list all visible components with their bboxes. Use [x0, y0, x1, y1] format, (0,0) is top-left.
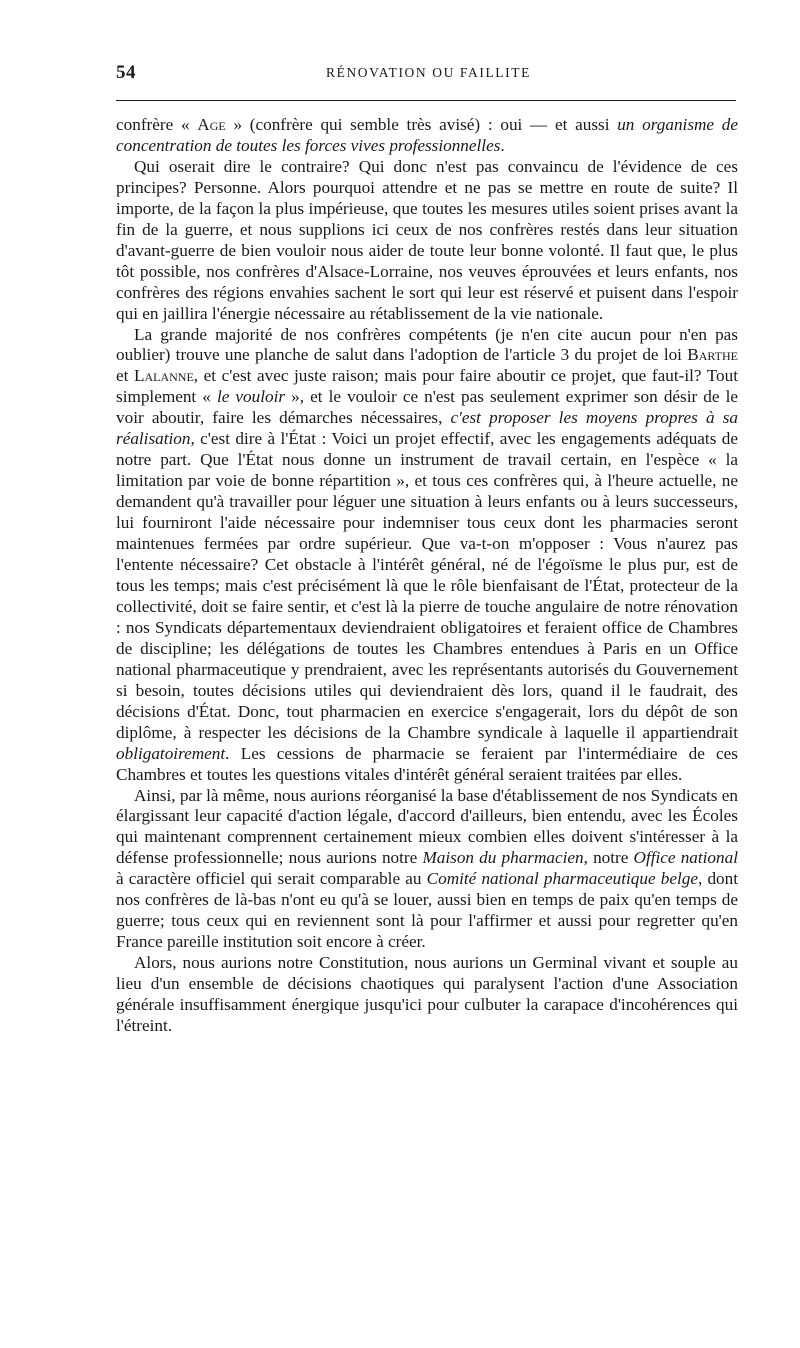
italic-text: un organisme de concentration de toutes les forces vives professionnelles: [116, 115, 738, 155]
text-run: confrère «: [116, 115, 198, 134]
paragraph: [116, 786, 738, 954]
italic-text: Maison du pharmacien: [422, 848, 584, 868]
text-run: », et le vouloir ce n'est pas seulement exprimer son désir de le voir aboutir, faire les démarches nécessaires,: [116, 387, 739, 428]
italic-text: c'est proposer les moyens propres à sa réalisation: [116, 408, 738, 449]
italic-text: le vouloir: [216, 387, 286, 407]
text-run: , notre: [583, 848, 634, 868]
text-run: . Les cessions de pharmacie se feraient par l'intermédiaire de ces Chambres et toutes les questions vitales d'intérêt général seraient traitées par elles.: [116, 743, 738, 784]
text-run: Ainsi, par là même, nous aurions réorganisé la base d'établissement de nos Syndicats en élargissant leur capacité d'action légale, d'accord d'ailleurs, bien entendu, avec les Écoles qui maintenant comprennent certainement mieux combien elles doivent s'intéresser à la défense professionnelle; nous aurions notre: [116, 785, 738, 868]
paragraph: [116, 953, 738, 1037]
small-caps-text: Barthe: [687, 345, 738, 365]
text-run: et: [116, 366, 134, 386]
small-caps-text: Lalanne: [133, 366, 194, 386]
small-caps-text: Age: [197, 115, 226, 134]
text-run: , c'est dire à l'État : Voici un projet effectif, avec les engagements adéquats de notre part. Que l'État nous donne un instrument de travail certain, en l'espèce « la limitation par voie de bonne répartition », et tous ces confrères qui, à l'heure actuelle, ne demandent qu'à travailler pour léguer une situation à leurs enfants ou à leurs successeurs, lui fourniront l'aide nécessaire pour indemniser tous ceux dont les pharmacies seront maintenues fermées par ordre supérieur. Que va-t-on m'opposer : Vous n'aurez pas l'entente nécessaire? Cet obstacle à l'intérêt général, né de l'égoïsme le plus pur, est de tous les temps; mais c'est précisément là que le rôle bienfaisant de l'État, protecteur de la collectivité, doit se faire sentir, et c'est là la pierre de touche angulaire de notre rénovation : nos Syndicats départementaux deviendraient obligatoires et feraient office de Chambres de discipline; les délégations de toutes les Chambres entendues à Paris en un Office national pharmaceutique y prendraient, avec les représentants autorisés du Gouvernement si besoin, toutes décisions utiles qui deviendraient dès lors, quand il le faudrait, des décisions d'État. Donc, tout pharmacien en exercice s'engagerait, lors du dépôt de son diplôme, à respecter les décisions de la Chambre syndicale à laquelle il appartiendrait: [116, 429, 738, 742]
text-run: à caractère officiel qui serait comparable au: [116, 869, 427, 889]
paragraph: [116, 325, 738, 786]
page-number: 54: [116, 62, 136, 83]
italic-text: obligatoirement: [116, 743, 226, 763]
text-run: , et c'est avec juste raison; mais pour faire aboutir ce projet, que faut-il? Tout simplement «: [116, 366, 739, 407]
text-run: Qui oserait dire le contraire? Qui donc n'est pas convaincu de l'évidence de ces principes? Personne. Alors pourquoi attendre et ne pas se mettre en route de suite? Il importe, de la façon la plus impérieuse, que toutes les mesures utiles soient prises avant la fin de la guerre, et nous supplions ici ceux de nos confrères restés dans leur situation d'avant-guerre de bien vouloir nous aider de toute leur bonne volonté. Il faut que, le plus tôt possible, nos confrères d'Alsace-Lorraine, nos veuves éprouvées et leurs enfants, nos confrères des régions envahies sachent le sort qui leur est réservé et puisent dans l'espoir qui en jaillira l'énergie nécessaire au rétablissement de la vie nationale.: [116, 156, 738, 323]
running-title: RÉNOVATION OU FAILLITE: [326, 65, 531, 80]
paragraph: [116, 157, 738, 325]
body-text: [116, 115, 738, 1037]
italic-text: Comité national pharmaceutique belge: [426, 869, 698, 889]
header-rule: [116, 100, 736, 101]
text-run: Alors, nous aurions notre Constitution, nous aurions un Germinal vivant et souple au lieu d'un ensemble de décisions chaotiques qui paralysent l'action d'une Association générale insuffisamment énergique jusqu'ici pour culbuter la carapace d'incohérences qui l'étreint.: [116, 953, 738, 1035]
paragraph: [116, 115, 738, 157]
text-run: La grande majorité de nos confrères compétents (je n'en cite aucun pour n'en pas oublier) trouve une planche de salut dans l'adoption de l'article 3 du projet de loi: [116, 324, 738, 365]
text-run: » (confrère qui semble très avisé) : oui — et aussi: [225, 115, 618, 134]
italic-text: Office national: [633, 848, 738, 868]
text-run: , dont nos confrères de là-bas n'ont eu qu'à se louer, aussi bien en temps de paix qu'en temps de guerre; tous ceux qui en reviennent sont là pour l'affirmer et aussi pour regretter qu'en France pareille institution soit encore à créer.: [116, 869, 738, 952]
text-run: .: [500, 135, 505, 155]
running-head: [116, 62, 736, 90]
